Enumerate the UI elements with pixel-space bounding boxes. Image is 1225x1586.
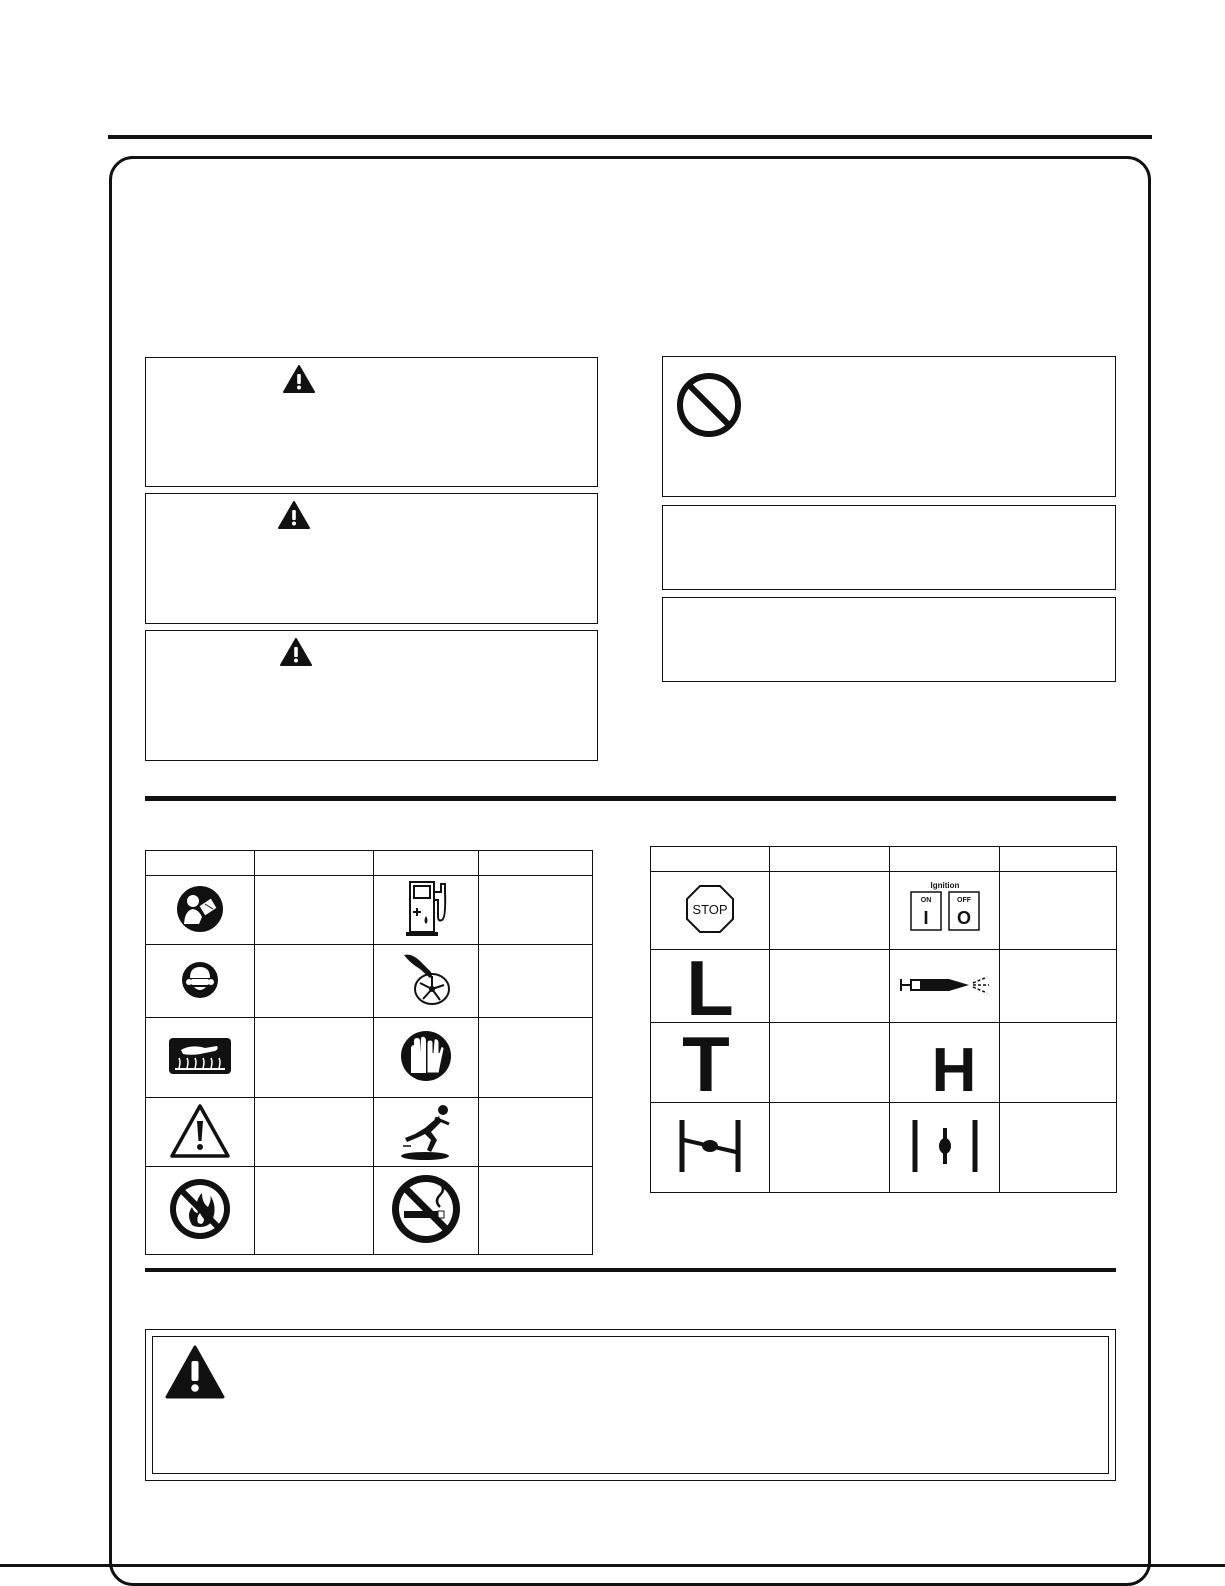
description-cell: [479, 1098, 593, 1167]
symbol-cell: [890, 872, 1000, 950]
symbol-cell: [374, 1018, 479, 1098]
priming-pump-icon: [897, 973, 993, 997]
table-row: [651, 1103, 1117, 1193]
prohibition-icon: [675, 371, 743, 439]
read-manual-icon: [175, 884, 225, 934]
eye-ear-protection-icon: [180, 960, 220, 1000]
warning-triangle-icon: [283, 365, 315, 393]
description-cell: [479, 1018, 593, 1098]
rotating-blade-hand-icon: [398, 951, 454, 1009]
symbol-cell: [374, 945, 479, 1018]
choke-closed-icon: [675, 1116, 745, 1176]
symbol-cell: [146, 1167, 255, 1255]
letter-l: L: [686, 950, 734, 1019]
stop-label: STOP: [692, 902, 728, 917]
warning-triangle-icon: [280, 638, 312, 666]
no-open-flame-icon: [168, 1177, 232, 1241]
symbol-cell: [374, 1167, 479, 1255]
symbol-cell: [146, 1018, 255, 1098]
symbol-cell: [146, 945, 255, 1018]
on-label: ON: [920, 897, 931, 904]
danger-signal-box: [145, 357, 598, 487]
symbol-cell: [146, 1098, 255, 1167]
letter-h-icon: [910, 1027, 980, 1095]
table-row: [651, 950, 1117, 1023]
symbol-cell: [374, 876, 479, 945]
table-row: [651, 872, 1117, 950]
table-row: [146, 1167, 593, 1255]
fuel-pump-icon: [401, 878, 451, 940]
symbol-cell: [651, 872, 770, 950]
description-cell: [255, 945, 374, 1018]
hot-surface-icon: [167, 1036, 233, 1076]
description-cell: [479, 876, 593, 945]
table-row: [651, 1023, 1117, 1103]
description-cell: [255, 876, 374, 945]
description-cell: [770, 872, 890, 950]
description-cell: [1000, 1023, 1117, 1103]
symbol-cell: [146, 876, 255, 945]
top-rule: [108, 135, 1152, 139]
no-smoking-icon: [390, 1173, 462, 1245]
description-cell: [1000, 872, 1117, 950]
symbol-cell: [651, 950, 770, 1023]
gloves-icon: [399, 1029, 453, 1083]
table-header-row: [146, 851, 593, 876]
description-cell: [770, 950, 890, 1023]
symbol-cell: [890, 1103, 1000, 1193]
stop-sign-icon: [685, 884, 735, 934]
control-symbols-table: [650, 846, 1117, 1193]
description-cell: [255, 1098, 374, 1167]
description-cell: [1000, 950, 1117, 1023]
description-cell: [255, 1167, 374, 1255]
note-box: [662, 505, 1116, 590]
warning-triangle-icon: [165, 1345, 225, 1399]
description-cell: [770, 1023, 890, 1103]
section-rule: [145, 796, 1116, 801]
table-header-row: [651, 847, 1117, 872]
letter-t: T: [682, 1027, 730, 1095]
description-cell: [770, 1103, 890, 1193]
table-row: [146, 876, 593, 945]
caution-signal-box: [145, 630, 598, 761]
description-cell: [479, 1167, 593, 1255]
symbol-cell: [890, 950, 1000, 1023]
description-cell: [255, 1018, 374, 1098]
safety-symbols-table: [145, 850, 593, 1255]
letter-t-icon: [680, 1027, 740, 1095]
prohibited-action-box: [662, 356, 1116, 497]
off-glyph: O: [956, 908, 971, 928]
choke-open-icon: [905, 1116, 985, 1176]
slippery-fall-icon: [395, 1100, 457, 1162]
symbol-cell: [651, 1023, 770, 1103]
important-box: [662, 597, 1116, 682]
letter-h: H: [931, 1036, 976, 1095]
general-warning-inner-box: [152, 1336, 1109, 1474]
table-row: [146, 1018, 593, 1098]
description-cell: [1000, 1103, 1117, 1193]
on-glyph: I: [922, 908, 929, 928]
section-rule: [145, 1268, 1116, 1272]
ignition-switch-icon: [905, 880, 985, 938]
warning-signal-box: [145, 493, 598, 624]
warning-triangle-icon: [278, 501, 310, 529]
symbol-cell: [651, 1103, 770, 1193]
ignition-label: Ignition: [930, 881, 959, 890]
table-row: [146, 945, 593, 1018]
off-label: OFF: [956, 897, 971, 904]
symbol-cell: [890, 1023, 1000, 1103]
table-row: [146, 1098, 593, 1167]
description-cell: [479, 945, 593, 1018]
letter-l-icon: [680, 951, 740, 1019]
general-warning-outer-box: [145, 1329, 1116, 1481]
symbol-cell: [374, 1098, 479, 1167]
caution-triangle-icon: [169, 1103, 231, 1159]
